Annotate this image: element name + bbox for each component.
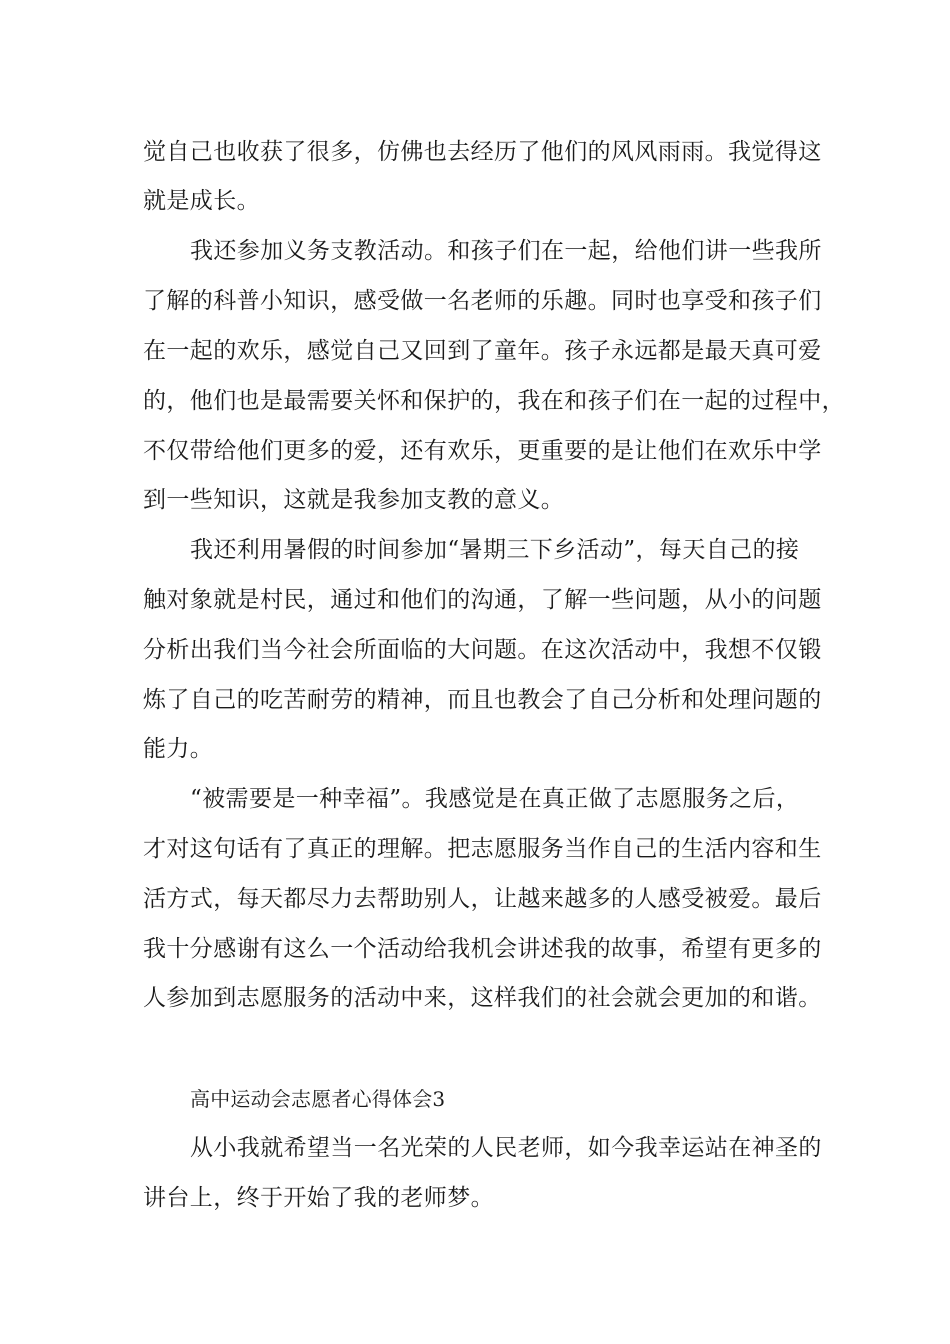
paragraph-3-line-1: 我还利用暑假的时间参加“暑期三下乡活动”，每天自己的接: [190, 537, 800, 563]
paragraph-2-line-4: 的，他们也是最需要关怀和保护的，我在和孩子们在一起的过程中，: [143, 388, 845, 414]
paragraph-4-line-4: 我十分感谢有这么一个活动给我机会讲述我的故事，希望有更多的: [143, 936, 822, 962]
paragraph-3-line-2: 触对象就是村民，通过和他们的沟通，了解一些问题，从小的问题: [143, 587, 822, 613]
paragraph-2-line-6: 到一些知识，这就是我参加支教的意义。: [143, 487, 565, 513]
paragraph-1-line-1: 觉自己也收获了很多，仿佛也去经历了他们的风风雨雨。我觉得这: [143, 139, 822, 165]
paragraph-2-line-1: 我还参加义务支教活动。和孩子们在一起，给他们讲一些我所: [190, 238, 822, 264]
paragraph-3-line-4: 炼了自己的吃苦耐劳的精神，而且也教会了自己分析和处理问题的: [143, 687, 822, 713]
paragraph-4-line-3: 活方式，每天都尽力去帮助别人，让越来越多的人感受被爱。最后: [143, 886, 822, 912]
paragraph-5-line-1: 从小我就希望当一名光荣的人民老师，如今我幸运站在神圣的: [190, 1135, 822, 1161]
paragraph-3-line-3: 分析出我们当今社会所面临的大问题。在这次活动中，我想不仅锻: [143, 637, 822, 663]
paragraph-4-line-5: 人参加到志愿服务的活动中来，这样我们的社会就会更加的和谐。: [143, 985, 822, 1011]
paragraph-2-line-5: 不仅带给他们更多的爱，还有欢乐，更重要的是让他们在欢乐中学: [143, 438, 822, 464]
paragraph-4-line-1: “被需要是一种幸福”。我感觉是在真正做了志愿服务之后，: [190, 786, 800, 812]
paragraph-1-line-2: 就是成长。: [143, 188, 260, 214]
section-heading: 高中运动会志愿者心得体会3: [190, 1087, 446, 1111]
paragraph-5-line-2: 讲台上，终于开始了我的老师梦。: [143, 1185, 494, 1211]
paragraph-4-line-2: 才对这句话有了真正的理解。把志愿服务当作自己的生活内容和生: [143, 836, 822, 862]
paragraph-2-line-2: 了解的科普小知识，感受做一名老师的乐趣。同时也享受和孩子们: [143, 288, 822, 314]
paragraph-2-line-3: 在一起的欢乐，感觉自己又回到了童年。孩子永远都是最天真可爱: [143, 338, 822, 364]
paragraph-3-line-5: 能力。: [143, 736, 214, 762]
